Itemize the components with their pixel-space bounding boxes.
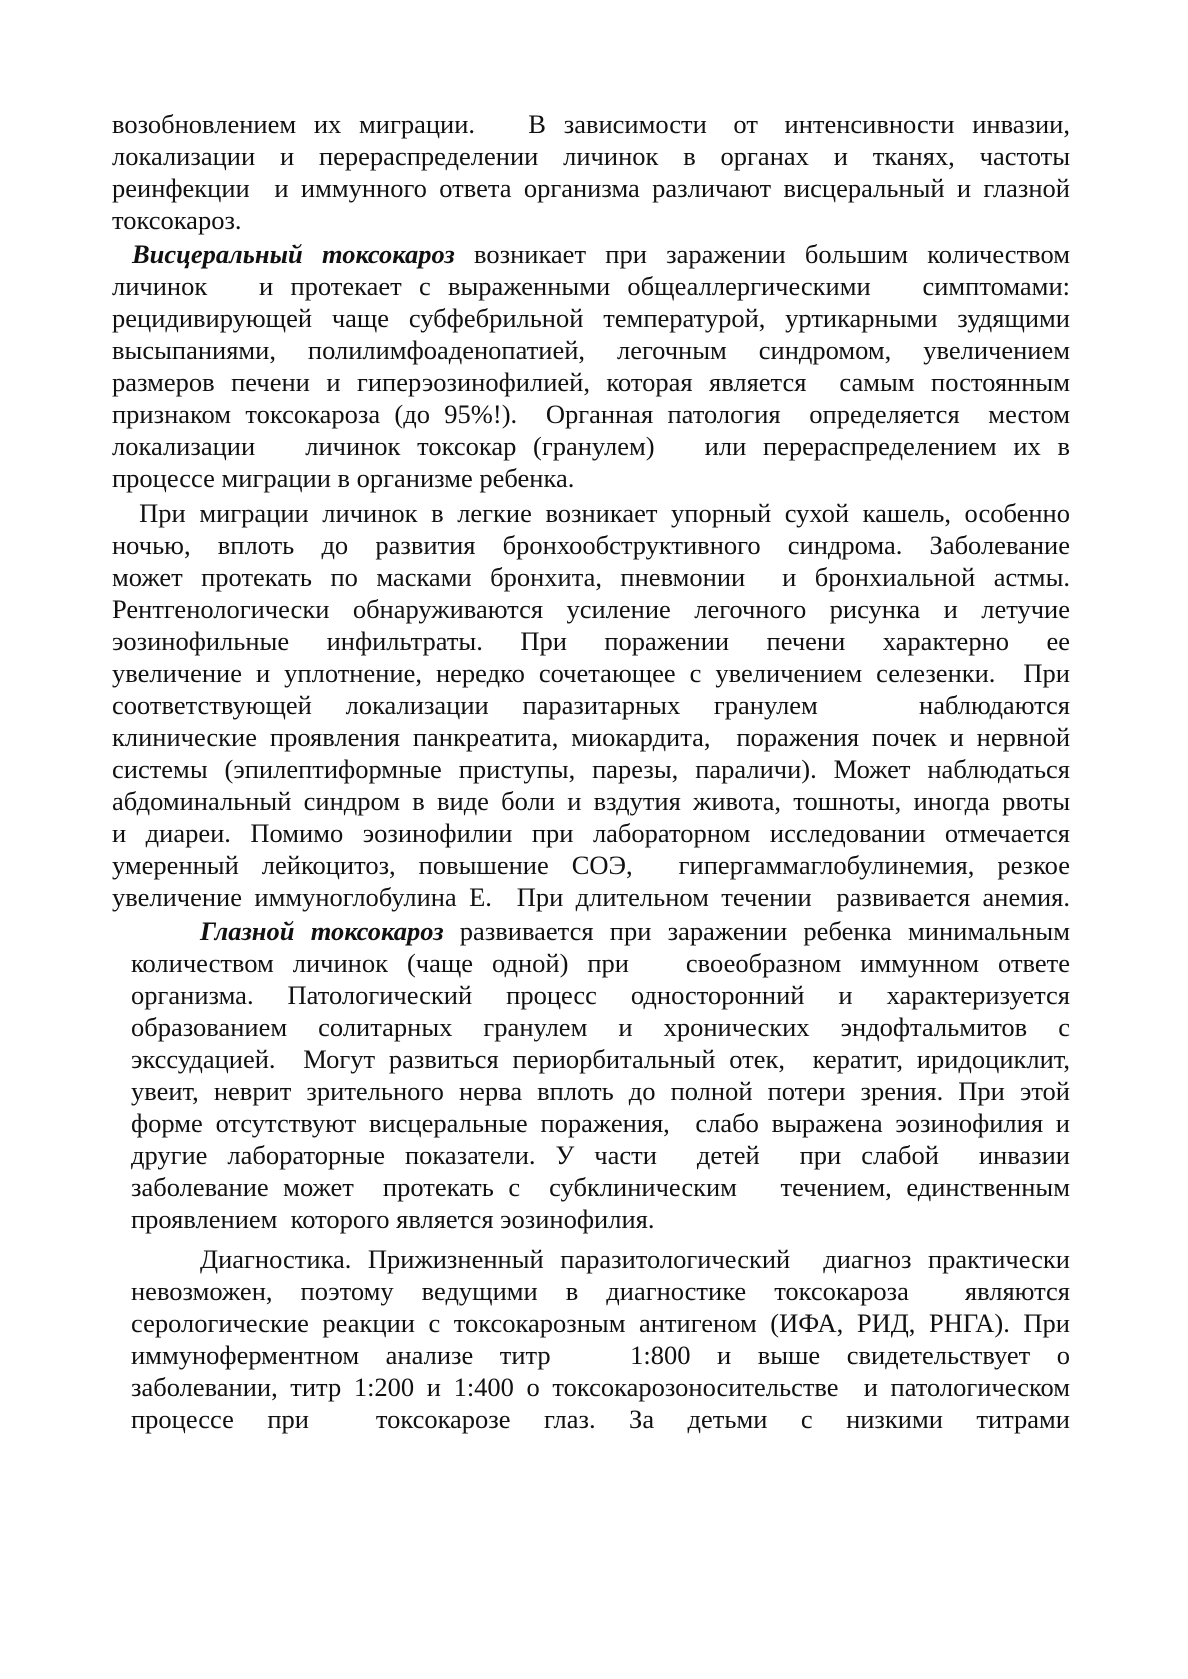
text-line: эозинофильные инфильтраты. При поражении печени характерно ее [112, 626, 1070, 656]
text-line: процессе при токсокарозе глаз. За детьми с низкими титрами [131, 1404, 1070, 1434]
diagnostics-paragraph-first-line: Диагностика. Прижизненный паразитологический диагноз практически [200, 1244, 1070, 1274]
text-line: заболевании, титр 1:200 и 1:400 о токсокарозоносительстве и патологическом [131, 1372, 1070, 1402]
text-line: серологические реакции с токсокарозным антигеном (ИФА, РИД, РНГА). При [131, 1308, 1070, 1338]
text-line: клинические проявления панкреатита, миокардита, поражения почек и нервной [112, 722, 1070, 752]
text-line: увеит, неврит зрительного нерва вплоть до полной потери зрения. При этой [131, 1076, 1070, 1106]
text-line: реинфекции и иммунного ответа организма различают висцеральный и глазной [112, 173, 1070, 203]
text-line: и диареи. Помимо эозинофилии при лабораторном исследовании отмечается [112, 818, 1070, 848]
text-line: форме отсутствуют висцеральные поражения, слабо выражена эозинофилия и [131, 1108, 1070, 1138]
visceral-term: Висцеральный токсокароз [132, 239, 455, 269]
text-line: невозможен, поэтому ведущими в диагностике токсокароза являются [131, 1276, 1070, 1306]
text-line: абдоминальный синдром в виде боли и вздутия живота, тошноты, иногда рвоты [112, 786, 1070, 816]
visceral-paragraph-first-line [132, 238, 1070, 270]
text-line: высыпаниями, полилимфоаденопатией, легочным синдромом, увеличением [112, 335, 1070, 365]
text-line: образованием солитарных гранулем и хронических эндофтальмитов с [131, 1012, 1070, 1042]
text-line: локализации личинок токсокар (гранулем) или перераспределением их в [112, 431, 1070, 461]
text-line: другие лабораторные показатели. У части детей при слабой инвазии [131, 1140, 1070, 1170]
ocular-term: Глазной токсокароз [200, 916, 444, 946]
text-line: возобновлением их миграции. В зависимости от интенсивности инвазии, [112, 109, 1070, 139]
text-line: количеством личинок (чаще одной) при своеобразном иммунном ответе [131, 948, 1070, 978]
text-line: размеров печени и гиперэозинофилией, которая является самым постоянным [112, 367, 1070, 397]
text-line: проявлением которого является эозинофилия. [131, 1204, 655, 1234]
text-line: экссудацией. Могут развиться периорбитальный отек, кератит, иридоциклит, [131, 1044, 1070, 1074]
text-line: заболевание может протекать с субклиническим течением, единственным [131, 1172, 1070, 1202]
text-line: токсокароз. [112, 205, 242, 235]
text-line: умеренный лейкоцитоз, повышение СОЭ, гипергаммаглобулинемия, резкое [112, 850, 1070, 880]
text-line: личинок и протекает с выраженными общеаллергическими симптомами: [112, 271, 1070, 301]
text-line: При миграции личинок в легкие возникает упорный сухой кашель, особенно [112, 498, 1070, 528]
text-line: Рентгенологически обнаруживаются усиление легочного рисунка и летучие [112, 594, 1070, 624]
text-line: локализации и перераспределении личинок в органах и тканях, частоты [112, 141, 1070, 171]
text-span: возникает при заражении большим количеством [454, 239, 1070, 269]
text-line: признаком токсокароза (до 95%!). Органная патология определяется местом [112, 399, 1070, 429]
text-line: ночью, вплоть до развития бронхообструктивного синдрома. Заболевание [112, 530, 1070, 560]
text-line: иммуноферментном анализе титр 1:800 и выше свидетельствует о [131, 1340, 1070, 1370]
text-line: рецидивирующей чаще субфебрильной температурой, уртикарными зудящими [112, 303, 1070, 333]
text-line: может протекать по масками бронхита, пневмонии и бронхиальной астмы. [112, 562, 1070, 592]
text-line: соответствующей локализации паразитарных гранулем наблюдаются [112, 690, 1070, 720]
text-line: организма. Патологический процесс односторонний и характеризуется [131, 980, 1070, 1010]
ocular-paragraph-first-line [200, 915, 1070, 947]
text-line: процессе миграции в организме ребенка. [112, 463, 575, 493]
text-line: увеличение и уплотнение, нередко сочетающее с увеличением селезенки. При [112, 658, 1070, 688]
text-line: системы (эпилептиформные приступы, парезы, параличи). Может наблюдаться [112, 754, 1070, 784]
text-span: развивается при заражении ребенка минимальным [443, 916, 1070, 946]
text-line: увеличение иммуноглобулина Е. При длительном течении развивается анемия. [112, 882, 1070, 912]
